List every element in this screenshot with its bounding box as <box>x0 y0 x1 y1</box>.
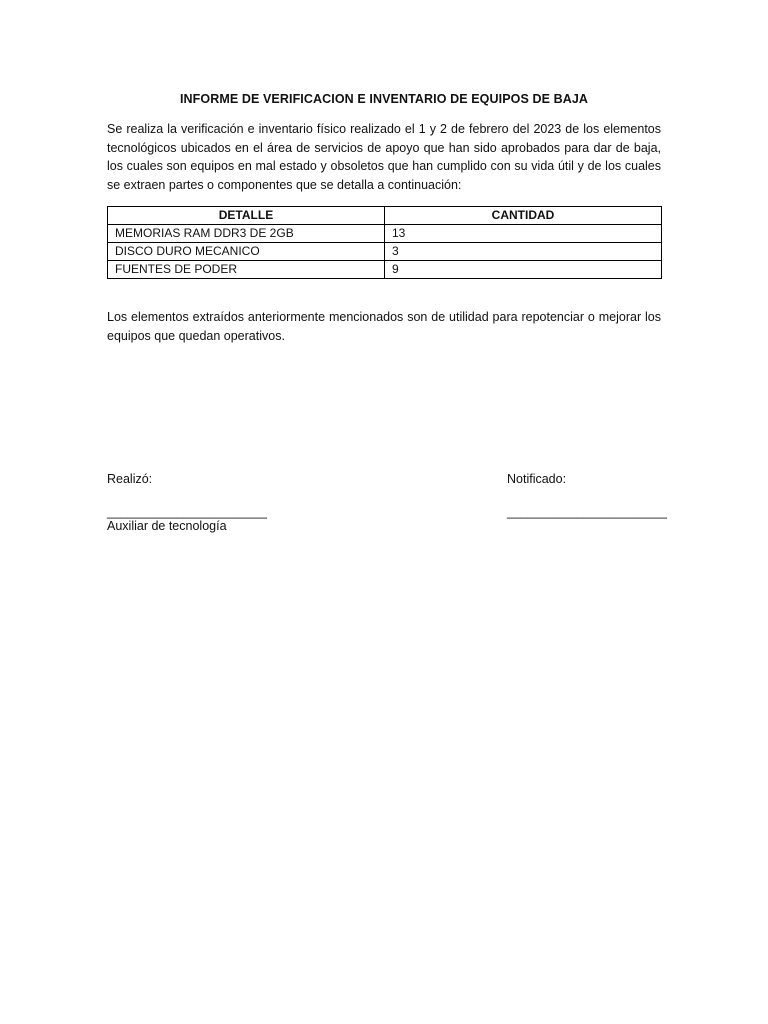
cell-cantidad: 13 <box>385 225 662 243</box>
signature-label-realizo: Realizó: <box>107 472 153 486</box>
signature-label-notificado: Notificado: <box>507 472 567 486</box>
closing-paragraph: Los elementos extraídos anteriormente mencionados son de utilidad para repotenciar o mejorar los equipos que quedan operativos. <box>107 310 661 343</box>
cell-cantidad: 9 <box>385 261 662 279</box>
cell-detalle: FUENTES DE PODER <box>108 261 385 279</box>
table-row <box>108 225 662 243</box>
signature-line-left: _______________________ <box>107 505 267 519</box>
table-header-row <box>108 207 662 225</box>
table-row <box>108 243 662 261</box>
header-detalle: DETALLE <box>108 207 385 225</box>
cell-detalle: MEMORIAS RAM DDR3 DE 2GB <box>108 225 385 243</box>
signature-role-left: Auxiliar de tecnología <box>107 519 227 533</box>
cell-cantidad: 3 <box>385 243 662 261</box>
intro-paragraph: Se realiza la verificación e inventario físico realizado el 1 y 2 de febrero del 2023 de los elementos tecnológicos ubicados en el área de servicios de apoyo que han sido aprobados para dar de baja, los cuales son equipos en mal estado y obsoletos que han cumplido con su vida útil y de los cuales se extraen partes o componentes que se detalla a continuación: <box>107 122 661 192</box>
table-row <box>108 261 662 279</box>
document-title: INFORME DE VERIFICACION E INVENTARIO DE EQUIPOS DE BAJA <box>179 92 589 106</box>
header-cantidad: CANTIDAD <box>385 207 662 225</box>
signature-line-right: _______________________ <box>507 505 667 519</box>
inventory-table <box>107 206 662 279</box>
cell-detalle: DISCO DURO MECANICO <box>108 243 385 261</box>
